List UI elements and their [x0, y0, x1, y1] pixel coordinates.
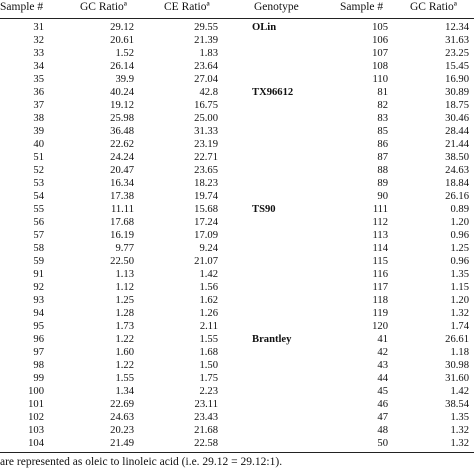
gc-ratio-cell: 1.13: [115, 269, 134, 280]
sample-number-cell: 108: [372, 61, 388, 72]
sample-number-cell: 51: [33, 152, 44, 163]
bottom-rule: [0, 452, 474, 453]
ce-ratio-cell: 1.55: [199, 334, 218, 345]
gc-ratio-cell: 22.62: [110, 139, 134, 150]
sample-number-cell: 116: [372, 269, 388, 280]
sample-number-cell: 52: [33, 165, 44, 176]
gc-ratio-cell: 30.98: [445, 360, 469, 371]
ce-ratio-cell: 22.58: [194, 438, 218, 449]
sample-number-cell: 119: [372, 308, 388, 319]
ce-ratio-cell: 17.09: [194, 230, 218, 241]
gc-ratio-cell: 20.47: [110, 165, 134, 176]
gc-ratio-cell: 1.55: [115, 373, 134, 384]
gc-ratio-cell: 39.9: [115, 74, 134, 85]
gc-ratio-cell: 30.89: [445, 87, 469, 98]
sample-number-cell: 59: [33, 256, 44, 267]
ce-ratio-cell: 18.23: [194, 178, 218, 189]
ce-ratio-cell: 1.56: [199, 282, 218, 293]
ce-ratio-cell: 1.62: [199, 295, 218, 306]
sample-number-cell: 96: [33, 334, 44, 345]
sample-number-cell: 31: [33, 22, 44, 33]
sample-number-cell: 44: [377, 373, 388, 384]
sample-number-cell: 101: [28, 399, 44, 410]
ce-ratio-cell: 15.68: [194, 204, 218, 215]
gc-ratio-cell: 1.18: [450, 347, 469, 358]
sample-number-cell: 54: [33, 191, 44, 202]
gc-ratio-cell: 1.25: [115, 295, 134, 306]
gc-ratio-cell: 26.61: [445, 334, 469, 345]
header-gc-ratio-right: GC Ratioª: [410, 1, 457, 13]
gc-ratio-cell: 22.69: [110, 399, 134, 410]
gc-ratio-cell: 38.54: [445, 399, 469, 410]
gc-ratio-cell: 1.15: [450, 282, 469, 293]
gc-ratio-cell: 31.60: [445, 373, 469, 384]
ce-ratio-cell: 1.42: [199, 269, 218, 280]
genotype-cell: OLin: [252, 22, 277, 33]
sample-number-cell: 97: [33, 347, 44, 358]
header-sample-left: Sample #: [0, 1, 44, 13]
gc-ratio-cell: 1.22: [115, 360, 134, 371]
ce-ratio-cell: 21.07: [194, 256, 218, 267]
ce-ratio-cell: 23.65: [194, 165, 218, 176]
ce-ratio-cell: 23.64: [194, 61, 218, 72]
gc-ratio-cell: 30.46: [445, 113, 469, 124]
sample-number-cell: 105: [372, 22, 388, 33]
ce-ratio-cell: 21.39: [194, 35, 218, 46]
sample-number-cell: 42: [377, 347, 388, 358]
sample-number-cell: 90: [377, 191, 388, 202]
ce-ratio-cell: 1.75: [199, 373, 218, 384]
gc-ratio-cell: 1.32: [450, 438, 469, 449]
gc-ratio-cell: 23.25: [445, 48, 469, 59]
gc-ratio-cell: 1.25: [450, 243, 469, 254]
ce-ratio-cell: 27.04: [194, 74, 218, 85]
sample-number-cell: 118: [372, 295, 388, 306]
ce-ratio-cell: 1.83: [199, 48, 218, 59]
sample-number-cell: 107: [372, 48, 388, 59]
ce-ratio-cell: 25.00: [194, 113, 218, 124]
gc-ratio-cell: 29.12: [110, 22, 134, 33]
sample-number-cell: 113: [372, 230, 388, 241]
sample-number-cell: 98: [33, 360, 44, 371]
sample-number-cell: 46: [377, 399, 388, 410]
sample-number-cell: 94: [33, 308, 44, 319]
genotype-cell: TX96612: [252, 87, 294, 98]
ce-ratio-cell: 17.24: [194, 217, 218, 228]
gc-ratio-cell: 1.35: [450, 412, 469, 423]
gc-ratio-cell: 15.45: [445, 61, 469, 72]
gc-ratio-cell: 24.63: [445, 165, 469, 176]
sample-number-cell: 38: [33, 113, 44, 124]
ce-ratio-cell: 31.33: [194, 126, 218, 137]
gc-ratio-cell: 1.28: [115, 308, 134, 319]
sample-number-cell: 53: [33, 178, 44, 189]
ce-ratio-cell: 21.68: [194, 425, 218, 436]
ce-ratio-cell: 1.68: [199, 347, 218, 358]
gc-ratio-cell: 24.63: [110, 412, 134, 423]
ce-ratio-cell: 22.71: [194, 152, 218, 163]
sample-number-cell: 87: [377, 152, 388, 163]
ce-ratio-cell: 1.50: [199, 360, 218, 371]
sample-number-cell: 114: [372, 243, 388, 254]
sample-number-cell: 57: [33, 230, 44, 241]
header-genotype: Genotype: [254, 1, 299, 13]
sample-number-cell: 47: [377, 412, 388, 423]
sample-number-cell: 106: [372, 35, 388, 46]
gc-ratio-cell: 1.52: [115, 48, 134, 59]
sample-number-cell: 110: [372, 74, 388, 85]
gc-ratio-cell: 38.50: [445, 152, 469, 163]
sample-number-cell: 48: [377, 425, 388, 436]
gc-ratio-cell: 1.34: [115, 386, 134, 397]
gc-ratio-cell: 17.38: [110, 191, 134, 202]
sample-number-cell: 91: [33, 269, 44, 280]
sample-number-cell: 82: [377, 100, 388, 111]
sample-number-cell: 111: [372, 204, 388, 215]
footnote: are represented as oleic to linoleic acid (i.e. 29.12 = 29.12:1).: [0, 456, 283, 468]
gc-ratio-cell: 0.89: [450, 204, 469, 215]
sample-number-cell: 100: [28, 386, 44, 397]
gc-ratio-cell: 1.42: [450, 386, 469, 397]
ce-ratio-cell: 9.24: [199, 243, 218, 254]
gc-ratio-cell: 16.34: [110, 178, 134, 189]
gc-ratio-cell: 25.98: [110, 113, 134, 124]
sample-number-cell: 32: [33, 35, 44, 46]
sample-number-cell: 50: [377, 438, 388, 449]
sample-number-cell: 85: [377, 126, 388, 137]
sample-number-cell: 89: [377, 178, 388, 189]
gc-ratio-cell: 24.24: [110, 152, 134, 163]
sample-number-cell: 115: [372, 256, 388, 267]
header-sample-right: Sample #: [340, 1, 384, 13]
sample-number-cell: 88: [377, 165, 388, 176]
sample-number-cell: 58: [33, 243, 44, 254]
ce-ratio-cell: 23.19: [194, 139, 218, 150]
sample-number-cell: 86: [377, 139, 388, 150]
gc-ratio-cell: 1.74: [450, 321, 469, 332]
gc-ratio-cell: 26.16: [445, 191, 469, 202]
sample-number-cell: 112: [372, 217, 388, 228]
gc-ratio-cell: 28.44: [445, 126, 469, 137]
gc-ratio-cell: 31.63: [445, 35, 469, 46]
ce-ratio-cell: 23.43: [194, 412, 218, 423]
sample-number-cell: 102: [28, 412, 44, 423]
sample-number-cell: 45: [377, 386, 388, 397]
gc-ratio-cell: 0.96: [450, 256, 469, 267]
gc-ratio-cell: 22.50: [110, 256, 134, 267]
sample-number-cell: 40: [33, 139, 44, 150]
gc-ratio-cell: 19.12: [110, 100, 134, 111]
gc-ratio-cell: 1.32: [450, 308, 469, 319]
sample-number-cell: 120: [372, 321, 388, 332]
ce-ratio-cell: 2.11: [199, 321, 218, 332]
gc-ratio-cell: 21.49: [110, 438, 134, 449]
gc-ratio-cell: 12.34: [445, 22, 469, 33]
ce-ratio-cell: 42.8: [199, 87, 218, 98]
gc-ratio-cell: 1.35: [450, 269, 469, 280]
sample-number-cell: 33: [33, 48, 44, 59]
ce-ratio-cell: 2.23: [199, 386, 218, 397]
gc-ratio-cell: 17.68: [110, 217, 134, 228]
gc-ratio-cell: 36.48: [110, 126, 134, 137]
sample-number-cell: 95: [33, 321, 44, 332]
gc-ratio-cell: 1.32: [450, 425, 469, 436]
sample-number-cell: 92: [33, 282, 44, 293]
sample-number-cell: 56: [33, 217, 44, 228]
sample-number-cell: 39: [33, 126, 44, 137]
gc-ratio-cell: 1.73: [115, 321, 134, 332]
sample-number-cell: 41: [377, 334, 388, 345]
gc-ratio-cell: 40.24: [110, 87, 134, 98]
gc-ratio-cell: 26.14: [110, 61, 134, 72]
genotype-cell: Brantley: [252, 334, 292, 345]
genotype-cell: TS90: [252, 204, 276, 215]
gc-ratio-cell: 1.20: [450, 217, 469, 228]
gc-ratio-cell: 18.75: [445, 100, 469, 111]
header-gc-ratio-left: GC Ratioª: [80, 1, 127, 13]
gc-ratio-cell: 11.11: [110, 204, 134, 215]
gc-ratio-cell: 16.90: [445, 74, 469, 85]
ce-ratio-cell: 29.55: [194, 22, 218, 33]
sample-number-cell: 83: [377, 113, 388, 124]
gc-ratio-cell: 0.96: [450, 230, 469, 241]
gc-ratio-cell: 18.84: [445, 178, 469, 189]
gc-ratio-cell: 21.44: [445, 139, 469, 150]
sample-number-cell: 43: [377, 360, 388, 371]
gc-ratio-cell: 1.22: [115, 334, 134, 345]
sample-number-cell: 36: [33, 87, 44, 98]
gc-ratio-cell: 20.61: [110, 35, 134, 46]
gc-ratio-cell: 1.12: [115, 282, 134, 293]
sample-number-cell: 103: [28, 425, 44, 436]
gc-ratio-cell: 20.23: [110, 425, 134, 436]
sample-number-cell: 99: [33, 373, 44, 384]
ce-ratio-cell: 1.26: [199, 308, 218, 319]
header-ce-ratio: CE Ratioª: [164, 1, 210, 13]
gc-ratio-cell: 1.20: [450, 295, 469, 306]
sample-number-cell: 117: [372, 282, 388, 293]
sample-number-cell: 81: [377, 87, 388, 98]
sample-number-cell: 104: [28, 438, 44, 449]
sample-number-cell: 93: [33, 295, 44, 306]
header-rule: [0, 18, 474, 19]
gc-ratio-cell: 9.77: [115, 243, 134, 254]
sample-number-cell: 34: [33, 61, 44, 72]
gc-ratio-cell: 1.60: [115, 347, 134, 358]
sample-number-cell: 37: [33, 100, 44, 111]
sample-number-cell: 55: [33, 204, 44, 215]
ce-ratio-cell: 16.75: [194, 100, 218, 111]
ce-ratio-cell: 23.11: [194, 399, 218, 410]
gc-ratio-cell: 16.19: [110, 230, 134, 241]
ce-ratio-cell: 19.74: [194, 191, 218, 202]
sample-number-cell: 35: [33, 74, 44, 85]
